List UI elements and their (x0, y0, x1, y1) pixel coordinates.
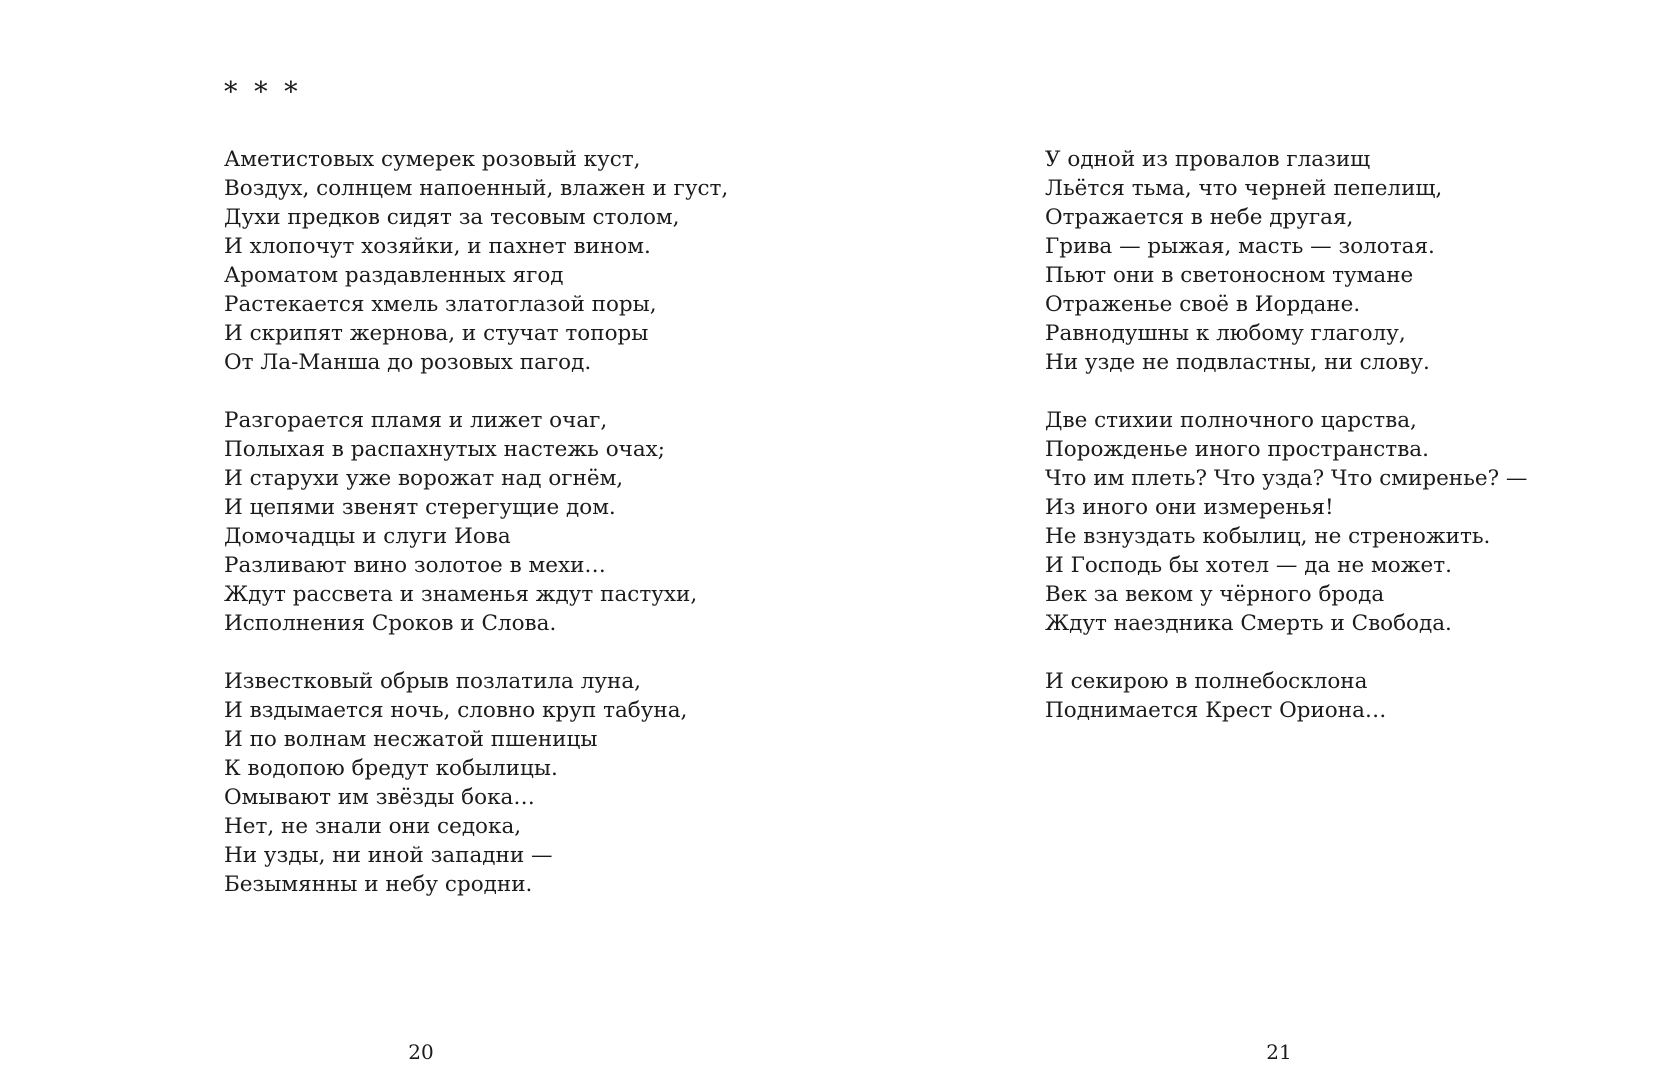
right-poem (1045, 145, 1527, 754)
verse-line: Отраженье своё в Иордане. (1045, 292, 1361, 317)
verse-line: Ждут наездника Смерть и Свобода. (1045, 611, 1452, 636)
verse-line: У одной из провалов глазищ (1045, 147, 1371, 172)
verse-line: Ждут рассвета и знаменья ждут пастухи, (224, 582, 698, 607)
verse-line: Две стихии полночного царства, (1045, 408, 1417, 433)
verse-line: К водопою бредут кобылицы. (224, 756, 558, 781)
verse-line: Ароматом раздавленных ягод (224, 263, 564, 288)
verse-line: И хлопочут хозяйки, и пахнет вином. (224, 234, 651, 259)
verse-line: И старухи уже ворожат над огнём, (224, 466, 624, 491)
verse-line: Нет, не знали они седока, (224, 814, 522, 839)
verse-line: Аметистовых сумерек розовый куст, (224, 147, 641, 172)
page-number-left: 20 (408, 1040, 434, 1064)
verse-line: Что им плеть? Что узда? Что смиренье? — (1045, 466, 1528, 491)
verse-line: Исполнения Сроков и Слова. (224, 611, 557, 636)
stanza-2 (224, 406, 728, 638)
verse-line: Отражается в небе другая, (1045, 205, 1354, 230)
verse-line: Растекается хмель златоглазой поры, (224, 292, 657, 317)
stanza-4 (1045, 145, 1527, 377)
stanza-5 (1045, 406, 1527, 638)
verse-line: Ни узды, ни иной западни — (224, 843, 553, 868)
poem-separator: * * * (224, 77, 302, 108)
verse-line: И вздымается ночь, словно круп табуна, (224, 698, 688, 723)
verse-line: Полыхая в распахнутых настежь очах; (224, 437, 666, 462)
verse-line: Век за веком у чёрного брода (1045, 582, 1385, 607)
verse-line: Не взнуздать кобылиц, не стреножить. (1045, 524, 1491, 549)
verse-line: И Господь бы хотел — да не может. (1045, 553, 1452, 578)
verse-line: Льётся тьма, что черней пепелищ, (1045, 176, 1443, 201)
verse-line: Домочадцы и слуги Иова (224, 524, 511, 549)
verse-line: Разгорается пламя и лижет очаг, (224, 408, 608, 433)
verse-line: И цепями звенят стерегущие дом. (224, 495, 616, 520)
verse-line: От Ла-Манша до розовых пагод. (224, 350, 592, 375)
stanza-3 (224, 667, 728, 899)
verse-line: Безымянны и небу сродни. (224, 872, 533, 897)
verse-line: И скрипят жернова, и стучат топоры (224, 321, 649, 346)
verse-line: Из иного они измеренья! (1045, 495, 1334, 520)
left-poem (224, 145, 728, 928)
verse-line: Омывают им звёзды бока… (224, 785, 535, 810)
verse-line: Пьют они в светоносном тумане (1045, 263, 1414, 288)
verse-line: Ни узде не подвластны, ни слову. (1045, 350, 1430, 375)
verse-line: И по волнам несжатой пшеницы (224, 727, 598, 752)
verse-line: Грива — рыжая, масть — золотая. (1045, 234, 1435, 259)
right-page (827, 0, 1654, 1080)
verse-line: Духи предков сидят за тесовым столом, (224, 205, 680, 230)
verse-line: Разливают вино золотое в мехи… (224, 553, 606, 578)
stanza-6 (1045, 667, 1527, 725)
verse-line: Равнодушны к любому глаголу, (1045, 321, 1406, 346)
stanza-1 (224, 145, 728, 377)
verse-line: Поднимается Крест Ориона… (1045, 698, 1387, 723)
verse-line: Известковый обрыв позлатила луна, (224, 669, 642, 694)
verse-line: И секирою в полнебосклона (1045, 669, 1368, 694)
verse-line: Воздух, солнцем напоенный, влажен и густ, (224, 176, 729, 201)
verse-line: Порожденье иного пространства. (1045, 437, 1429, 462)
page-number-right: 21 (1266, 1040, 1292, 1064)
